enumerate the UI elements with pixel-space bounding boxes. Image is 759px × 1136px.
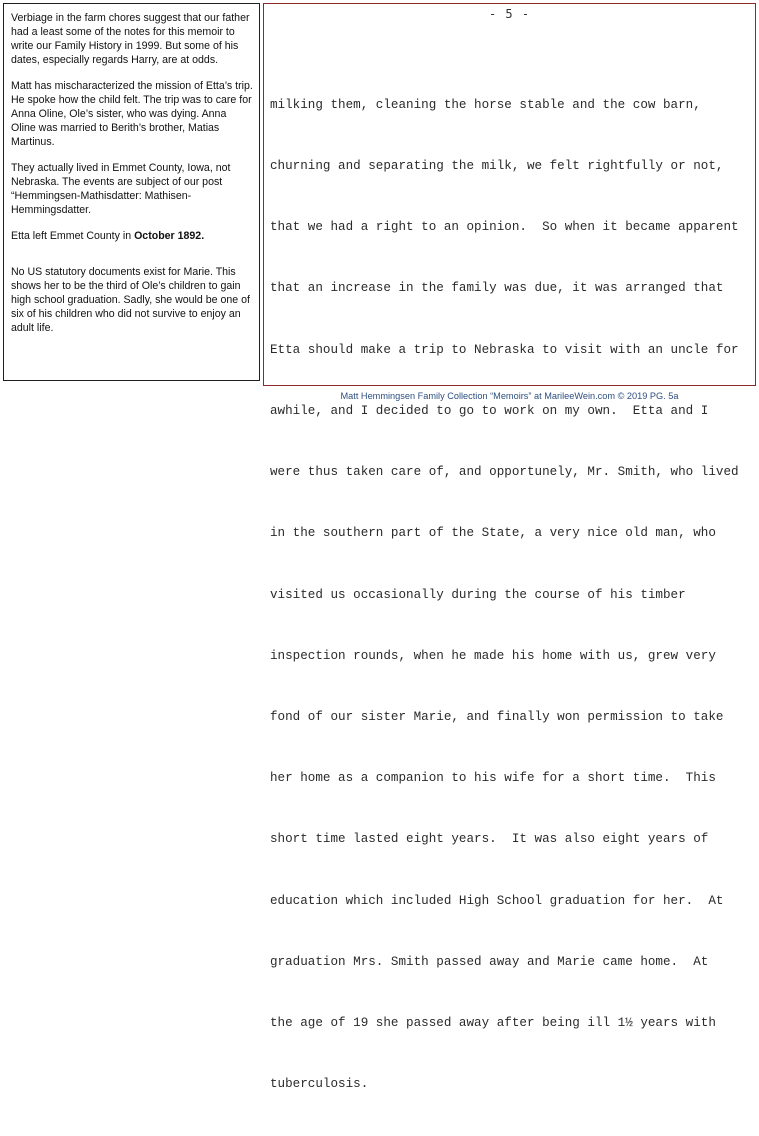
- memoir-line: her home as a companion to his wife for a short time. This: [270, 771, 716, 786]
- note-etta-trip: Matt has mischaracterized the mission of Etta’s trip. He spoke how the child felt. The trip was to care for Anna Oline, Ole’s sister, who was dying. Anna Oline was married to Berith’s brother, Matias Martinus.: [11, 80, 253, 148]
- note-farm-chores: Verbiage in the farm chores suggest that our father had a least some of the notes for this memoir to write our Family History in 1999. But some of his dates, especially regards Harry, are at odds.: [11, 12, 250, 66]
- memoir-line: Etta should make a trip to Nebraska to visit with an uncle for: [270, 342, 739, 357]
- memoir-line: churning and separating the milk, we felt rightfully or not,: [270, 159, 724, 174]
- note-marie: No US statutory documents exist for Marie. This shows her to be the third of Ole’s children to gain high school graduation. Sadly, she would be one of six of his children who did not survive to enjoy an adult life.: [11, 266, 250, 334]
- memoir-line: tuberculosis.: [270, 1077, 369, 1092]
- note-etta-left-date: October 1892.: [134, 230, 205, 242]
- memoir-line: visited us occasionally during the course of his timber: [270, 587, 686, 602]
- note-etta-left-text: Etta left Emmet County in: [11, 230, 135, 242]
- memoir-line: milking them, cleaning the horse stable and the cow barn,: [270, 97, 701, 112]
- memoir-line: education which included High School graduation for her. At: [270, 893, 724, 908]
- collection-caption: Matt Hemmingsen Family Collection “Memoirs” at MarileeWein.com © 2019 PG. 5a: [340, 391, 679, 401]
- memoir-line: short time lasted eight years. It was also eight years of: [270, 832, 709, 847]
- annotation-sidebar: [3, 3, 260, 381]
- page-number: - 5 -: [488, 7, 531, 21]
- note-emmet-county: They actually lived in Emmet County, Iowa, not Nebraska. The events are subject of our post “Hemmingsen-Mathisdatter: Mathisen-Hemmingsdatter.: [11, 162, 231, 216]
- memoir-typed-text: [270, 54, 739, 1136]
- memoir-line: graduation Mrs. Smith passed away and Marie came home. At: [270, 954, 709, 969]
- memoir-line: that an increase in the family was due, it was arranged that: [270, 281, 724, 296]
- memoir-line: the age of 19 she passed away after being ill 1½ years with: [270, 1016, 716, 1031]
- memoir-line: fond of our sister Marie, and finally won permission to take: [270, 710, 724, 724]
- memoir-line: inspection rounds, when he made his home with us, grew very: [270, 648, 716, 663]
- note-etta-left: [11, 229, 253, 243]
- memoir-line: were thus taken care of, and opportunely, Mr. Smith, who lived: [270, 465, 739, 480]
- memoir-line: awhile, and I decided to go to work on my own. Etta and I: [270, 403, 709, 418]
- memoir-line: in the southern part of the State, a very nice old man, who: [270, 526, 716, 541]
- memoir-line: that we had a right to an opinion. So when it became apparent: [270, 220, 739, 235]
